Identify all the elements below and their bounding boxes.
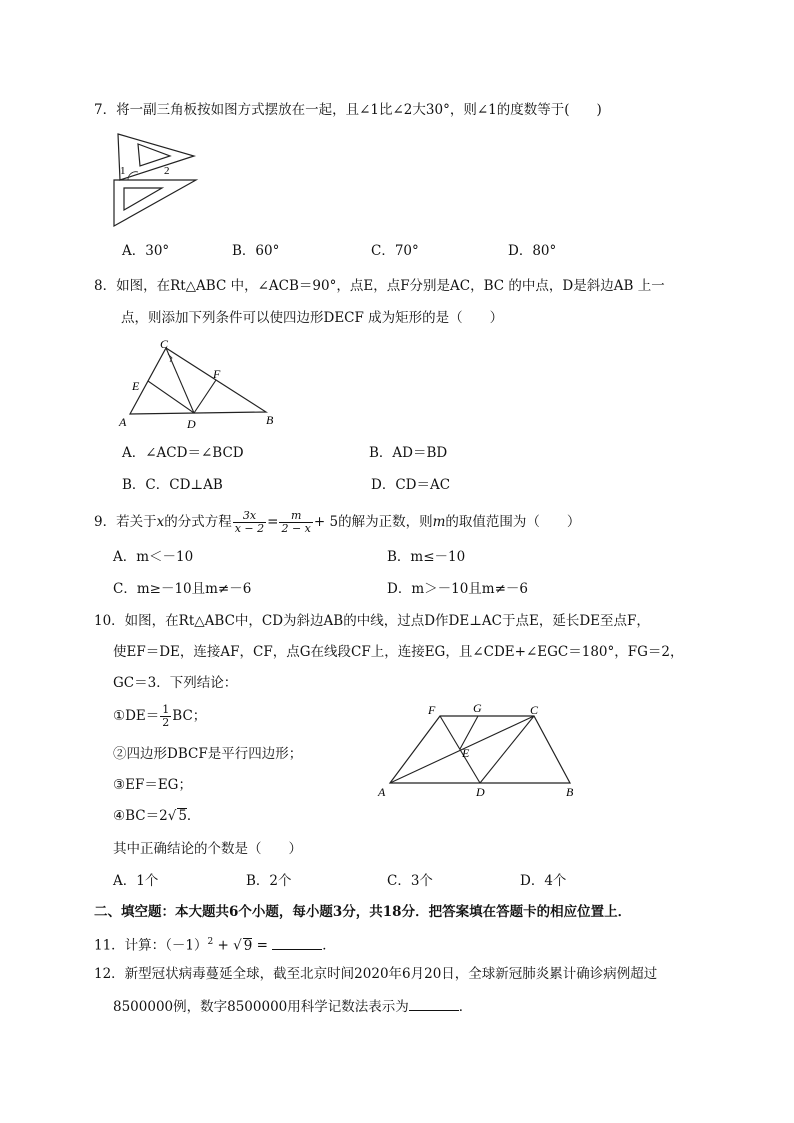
q12-line1: 12．新型冠状病毒蔓延全球，截至北京时间2020年6月20日，全球新冠肺炎累计确诊病例超过	[94, 966, 658, 982]
q10-conclusion-3: ③EF＝EG；	[113, 777, 192, 793]
q7-option-a: A．30°	[122, 243, 170, 259]
q10-c4-root: 5	[178, 808, 187, 824]
q10-c4-suffix: ．	[186, 808, 201, 824]
q11-plus: +	[213, 937, 234, 954]
q10-line1: 10．如图，在Rt△ABC中，CD为斜边AB的中线，过点D作DE⊥AC于点E，延长DE至点F，	[94, 613, 650, 629]
q10-c1-prefix: ①DE＝	[113, 708, 160, 724]
q11-equals: =	[252, 937, 273, 954]
q8-stem-line1: 8．如图，在Rt△ABC 中，∠ACB＝90°，点E，点F分别是AC，BC 的中点，D是斜边AB 上一	[94, 278, 665, 294]
q10-option-c: C．3个	[387, 873, 433, 889]
q11-radical-sign: √	[233, 937, 242, 954]
q10-option-a: A．1个	[113, 873, 159, 889]
q8-triangle-abc	[130, 348, 266, 414]
q8-label-a: A	[119, 415, 127, 429]
q10-conclusion-2: ②四边形DBCF是平行四边形；	[113, 746, 303, 762]
q9-tail1: 的解为正数，则	[338, 514, 433, 530]
q9-tail2: 的取值范围为（ ）	[445, 514, 581, 530]
q9-mid: 的分式方程	[164, 514, 232, 530]
q10-label-a: A	[378, 785, 386, 799]
q10-label-f: F	[428, 703, 436, 717]
q8-option-a: A．∠ACD＝∠BCD	[122, 445, 244, 461]
q8-option-b: B．AD＝BD	[369, 445, 448, 461]
q9-var-x: x	[156, 514, 165, 530]
q9-frac2-num: m	[279, 510, 312, 523]
q10-c1-suffix: BC；	[172, 708, 207, 724]
q7-option-c: C．70°	[371, 243, 419, 259]
q10-segment-fd	[440, 716, 480, 783]
q11-end: ．	[322, 937, 336, 954]
q10-figure-trapezoid	[374, 698, 586, 802]
q7-option-b: B．60°	[232, 243, 280, 259]
q11-root: 9	[243, 937, 253, 954]
q7-figure-triangle-rulers	[110, 126, 202, 230]
q12-line2: 8500000例，数字8500000用科学记数法表示为	[113, 999, 409, 1015]
q9-option-d: D．m＞－10且m≠－6	[387, 581, 529, 597]
q10-label-d: D	[476, 785, 485, 799]
q10-label-c: C	[530, 703, 539, 717]
q10-option-d: D．4个	[520, 873, 567, 889]
q7-upper-ruler	[118, 134, 194, 180]
q8-stem-line2: 点，则添加下列条件可以使四边形DECF 成为矩形的是（ ）	[121, 310, 504, 326]
q8-label-b: B	[266, 413, 274, 427]
q10-trapezoid-afcb	[390, 716, 570, 783]
q11-prefix: 11．计算：（－1）	[94, 937, 208, 954]
q8-option-d: D．CD＝AC	[371, 477, 451, 493]
q9-fraction-1	[233, 510, 266, 535]
q7-lower-ruler-hole	[124, 188, 162, 210]
q8-label-e: E	[132, 379, 140, 393]
q9-option-b: B．m≤－10	[387, 549, 466, 565]
q7-label-1: 1	[120, 165, 126, 177]
q10-segment-cd	[480, 716, 534, 783]
q7-option-d: D．80°	[508, 243, 557, 259]
q8-option-c: B．C．CD⊥AB	[122, 477, 223, 493]
q12-line2-wrap	[113, 996, 472, 1017]
q7-stem: 7．将一副三角板按如图方式摆放在一起，且∠1比∠2大30°，则∠1的度数等于( )	[94, 102, 602, 118]
q8-label-f: F	[213, 367, 221, 381]
q12-answer-blank[interactable]	[409, 996, 459, 1011]
q8-label-d: D	[187, 417, 196, 431]
q10-option-b: B．2个	[246, 873, 292, 889]
q9-option-c: C．m≥－10且m≠－6	[113, 581, 252, 597]
q10-c4-prefix: ④BC＝2	[113, 808, 168, 824]
q7-lower-ruler	[114, 180, 196, 226]
q9-frac2-den: 2 − x	[281, 522, 311, 535]
q9-option-a: A．m＜－10	[113, 549, 194, 565]
q9-plus-five: + 5	[313, 514, 339, 530]
q11-answer-blank[interactable]	[272, 935, 322, 950]
q9-frac1-num: 3x	[233, 510, 266, 523]
q9-equals: =	[267, 514, 279, 530]
q11-exponent: 2	[207, 937, 214, 947]
q8-label-c: C	[160, 337, 169, 351]
q9-frac1-den: x − 2	[234, 522, 265, 535]
q7-label-2: 2	[164, 165, 170, 177]
q10-segment-ge	[460, 716, 478, 749]
q10-c1-fraction	[160, 704, 171, 729]
q9-fraction-2	[279, 510, 312, 535]
q10-label-g: G	[473, 701, 482, 715]
q11-expression	[94, 932, 336, 956]
q10-conclusion-4	[113, 806, 200, 826]
section2-title: 二、填空题：本大题共6个小题，每小题3分，共18分．把答案填在答题卡的相应位置上．	[94, 904, 632, 920]
q8-figure-triangle	[116, 336, 282, 432]
q10-line2: 使EF＝DE，连接AF，CF，点G在线段CF上，连接EG，且∠CDE+∠EGC＝180°，FG＝2，	[113, 644, 684, 660]
q10-label-b: B	[566, 785, 574, 799]
q9-var-m: m	[432, 514, 446, 530]
q10-label-e: E	[462, 746, 470, 760]
q12-end: ．	[458, 999, 473, 1015]
q10-line3: GC＝3．下列结论：	[113, 675, 238, 691]
q9-stem	[94, 508, 580, 536]
q10-c4-radical-sign: √	[167, 808, 177, 824]
q10-ask: 其中正确结论的个数是（ ）	[113, 841, 302, 857]
q10-c1-num: 1	[162, 703, 170, 716]
q10-c1-den: 2	[162, 716, 170, 729]
q10-conclusion-1	[113, 702, 206, 730]
q9-prefix: 9．若关于	[94, 514, 157, 530]
